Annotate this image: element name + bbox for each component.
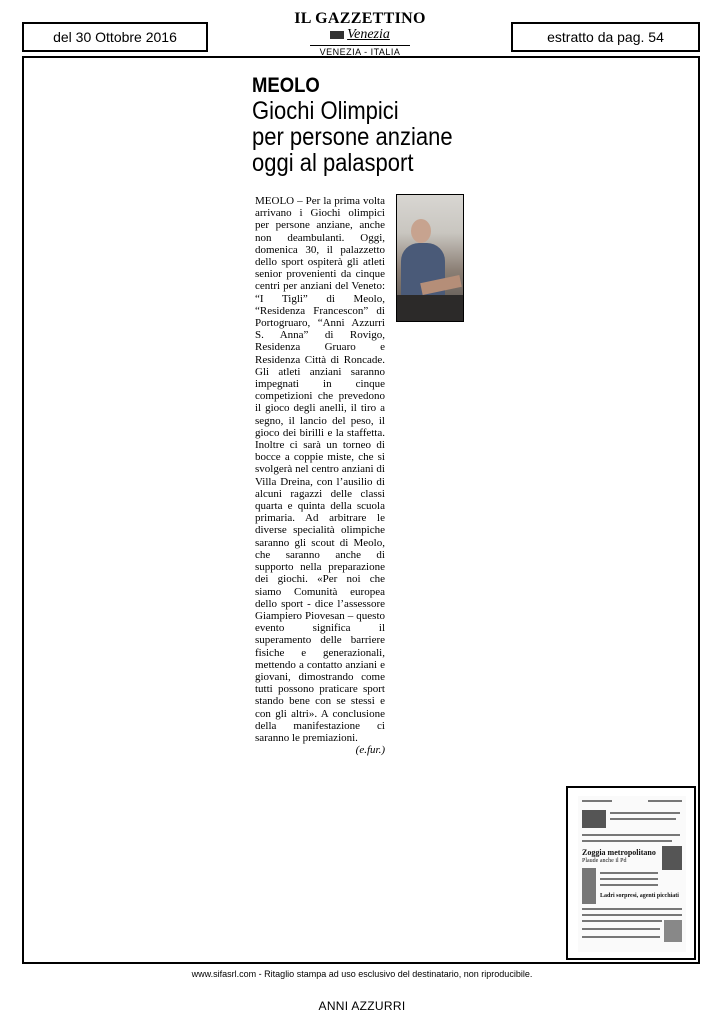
edition-label: Venezia bbox=[347, 27, 390, 42]
thumbnail-headline: Zoggia metropolitano bbox=[582, 848, 656, 857]
article-kicker: MEOLO bbox=[252, 74, 320, 97]
edition-name bbox=[280, 28, 440, 42]
thumbnail-headline: Ladri sorpresi, agenti picchiati bbox=[600, 893, 679, 899]
masthead bbox=[280, 10, 440, 60]
lion-logo-icon bbox=[330, 31, 344, 39]
newspaper-title: IL GAZZETTINO bbox=[294, 10, 426, 27]
article-body bbox=[255, 195, 385, 756]
headline-line: oggi al palasport bbox=[252, 149, 414, 177]
article-headline bbox=[252, 98, 481, 176]
page-box: estratto da pag. 54 bbox=[511, 22, 700, 52]
article-text: MEOLO – Per la prima volta arrivano i Giochi olimpici per persone anziane, anche non deambulanti. Oggi, domenica 30, il palazzetto dello sport ospiterà gli atleti senior provenienti da cinque centri per anziani del Veneto: “I Tigli” di Meolo, “Residenza Francescon” di Portogruaro, “Anni Azzurri S. Anna” di Rovigo, Residenza Gruaro e Residenza Città di Roncade. Gli atleti anziani saranno impegnati in cinque competizioni che prevedono il gioco degli anelli, il tiro a segno, il lancio del peso, il gioco dei birilli e la staffetta. Inoltre ci sarà un torneo di bocce a coppie miste, che si svolgerà nel centro anziani di Villa Dreina, con l’ausilio di alcuni ragazzi delle classi quarta e quinta della scuola primaria. Ad arbitrare le diverse specialità olimpiche saranno gli scout di Meolo, che saranno anche di supporto nella preparazione dei giochi. «Per noi che siamo Comunità europea dello sport - dice l’assessore Giampiero Piovesan – questo evento significa il superamento delle barriere fisiche e generazionali, mettendo a contatto anziani e giovani, dimostrando come tutti possono praticare sport stando bene con se stessi e con gli altri». A conclusione della manifestazione ci saranno le premiazioni. bbox=[255, 195, 385, 744]
thumbnail-headline: Plaude anche il Pd bbox=[582, 858, 627, 864]
headline-line: Giochi Olimpici bbox=[252, 97, 399, 125]
page-thumbnail bbox=[566, 786, 696, 960]
article-signature: (e.fur.) bbox=[355, 744, 385, 757]
article-photo bbox=[396, 194, 464, 322]
date-box: del 30 Ottobre 2016 bbox=[22, 22, 208, 52]
edition-place: VENEZIA - ITALIA bbox=[310, 45, 410, 57]
footer-note: www.sifasrl.com - Ritaglio stampa ad uso esclusivo del destinatario, non riproducibile. bbox=[191, 969, 533, 979]
headline-line: per persone anziane bbox=[252, 123, 453, 151]
footer-tag: ANNI AZZURRI bbox=[318, 999, 406, 1013]
